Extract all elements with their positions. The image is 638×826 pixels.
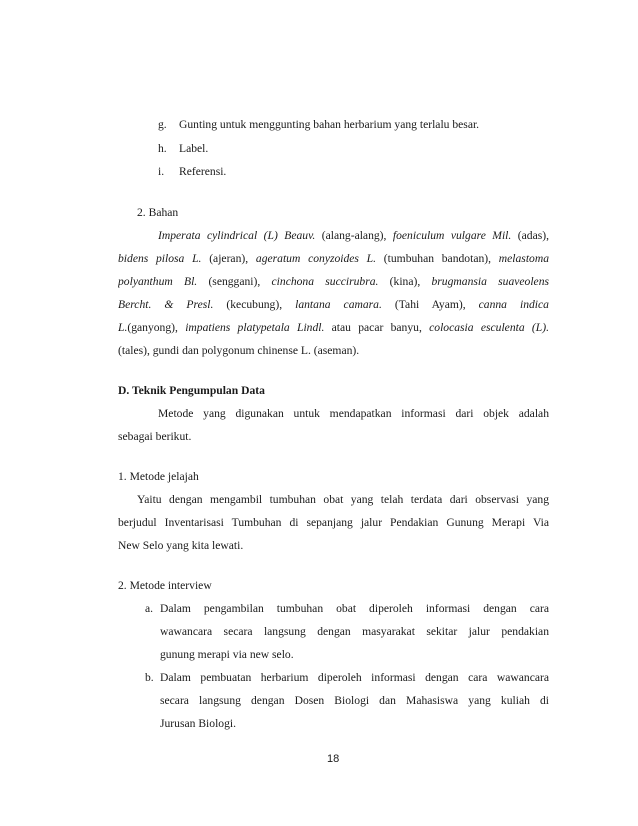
interview-b-line-1: Dalam pembuatan herbarium diperoleh informasi dengan cara wawancara xyxy=(160,671,549,684)
interview-marker-a: a. xyxy=(145,602,154,615)
list-marker-g: g. xyxy=(158,118,167,131)
interview-a-line-3: gunung merapi via new selo. xyxy=(160,648,294,661)
list-marker-h: h. xyxy=(158,142,167,155)
bahan-paragraph-line-5: L.(ganyong), impatiens platypetala Lindl. atau pacar banyu, colocasia esculenta (L). xyxy=(118,321,549,334)
metode-jelajah-heading: 1. Metode jelajah xyxy=(118,470,199,483)
bahan-paragraph-line-4: Bercht. & Presl. (kecubung), lantana camara. (Tahi Ayam), canna indica xyxy=(118,298,549,311)
interview-a-line-2: wawancara secara langsung dengan masyarakat sekitar jalur pendakian xyxy=(160,625,549,638)
interview-marker-b: b. xyxy=(145,671,154,684)
bahan-paragraph-line-1: Imperata cylindrical (L) Beauv. (alang-alang), foeniculum vulgare Mil. (adas), xyxy=(158,229,549,242)
bahan-paragraph-line-3: polyanthum Bl. (senggani), cinchona succirubra. (kina), brugmansia suaveolens xyxy=(118,275,549,288)
bahan-heading: 2. Bahan xyxy=(137,206,179,219)
interview-b-line-2: secara langsung dengan Dosen Biologi dan Mahasiswa yang kuliah di xyxy=(160,694,549,707)
section-d-intro-line-1: Metode yang digunakan untuk mendapatkan informasi dari objek adalah xyxy=(158,407,549,420)
metode-jelajah-line-3: New Selo yang kita lewati. xyxy=(118,539,244,552)
metode-jelajah-line-2: berjudul Inventarisasi Tumbuhan di sepanjang jalur Pendakian Gunung Merapi Via xyxy=(118,516,549,529)
metode-jelajah-line-1: Yaitu dengan mengambil tumbuhan obat yang telah terdata dari observasi yang xyxy=(137,493,549,506)
list-item-h: Label. xyxy=(179,142,209,155)
interview-a-line-1: Dalam pengambilan tumbuhan obat diperoleh informasi dengan cara xyxy=(160,602,549,615)
interview-b-line-3: Jurusan Biologi. xyxy=(160,717,237,730)
section-d-intro-line-2: sebagai berikut. xyxy=(118,430,192,443)
list-item-i: Referensi. xyxy=(179,165,227,178)
section-d-heading: D. Teknik Pengumpulan Data xyxy=(118,384,265,397)
list-item-g: Gunting untuk menggunting bahan herbarium yang terlalu besar. xyxy=(179,118,480,131)
metode-interview-heading: 2. Metode interview xyxy=(118,579,212,592)
bahan-paragraph-line-2: bidens pilosa L. (ajeran), ageratum conyzoides L. (tumbuhan bandotan), melastoma xyxy=(118,252,549,265)
page-number: 18 xyxy=(327,753,340,765)
list-marker-i: i. xyxy=(158,165,165,178)
bahan-paragraph-line-6: (tales), gundi dan polygonum chinense L. (aseman). xyxy=(118,344,360,357)
